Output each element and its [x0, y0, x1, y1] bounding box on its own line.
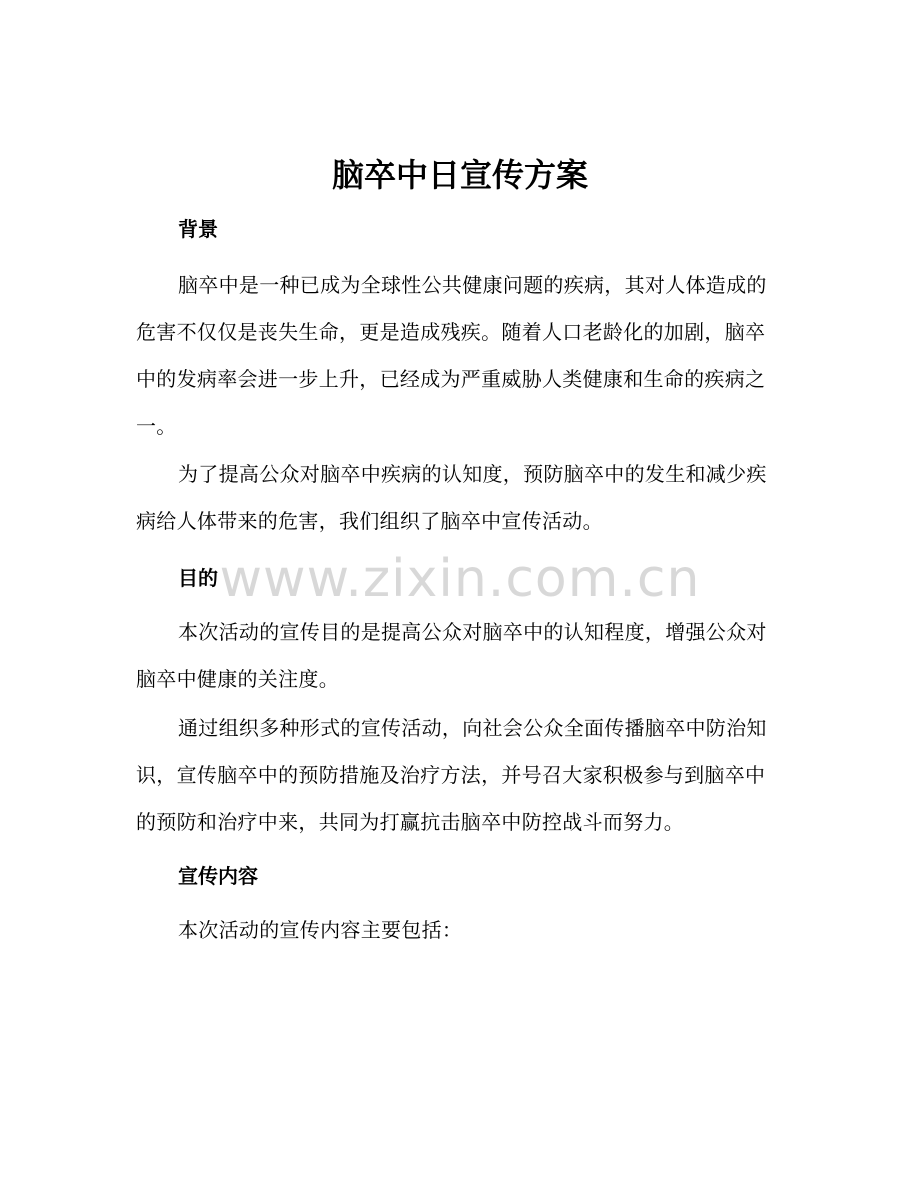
paragraph-background-1: 脑卒中是一种已成为全球性公共健康问题的疾病，其对人体造成的危害不仅仅是丧失生命，更是造成残疾。随着人口老龄化的加剧，脑卒中的发病率会进一步上升，已经成为严重威胁人类健康和生命的疾病之一。 [136, 273, 767, 438]
section-heading-content: 宣传内容 [178, 864, 258, 888]
paragraph-background-2: 为了提高公众对脑卒中疾病的认知度，预防脑卒中的发生和减少疾病给人体带来的危害，我们组织了脑卒中宣传活动。 [136, 462, 767, 533]
paragraph-purpose-2: 通过组织多种形式的宣传活动，向社会公众全面传播脑卒中防治知识，宣传脑卒中的预防措施及治疗方法，并号召大家积极参与到脑卒中的预防和治疗中来，共同为打赢抗击脑卒中防控战斗而努力。 [136, 716, 767, 834]
section-heading-purpose: 目的 [178, 566, 218, 590]
paragraph-purpose-1: 本次活动的宣传目的是提高公众对脑卒中的认知程度，增强公众对脑卒中健康的关注度。 [136, 620, 767, 691]
section-heading-background: 背景 [178, 217, 218, 241]
watermark-text: www.zixin.com.cn [219, 549, 701, 609]
paragraph-content-1: 本次活动的宣传内容主要包括： [178, 918, 463, 942]
document-title: 脑卒中日宣传方案 [331, 156, 588, 194]
